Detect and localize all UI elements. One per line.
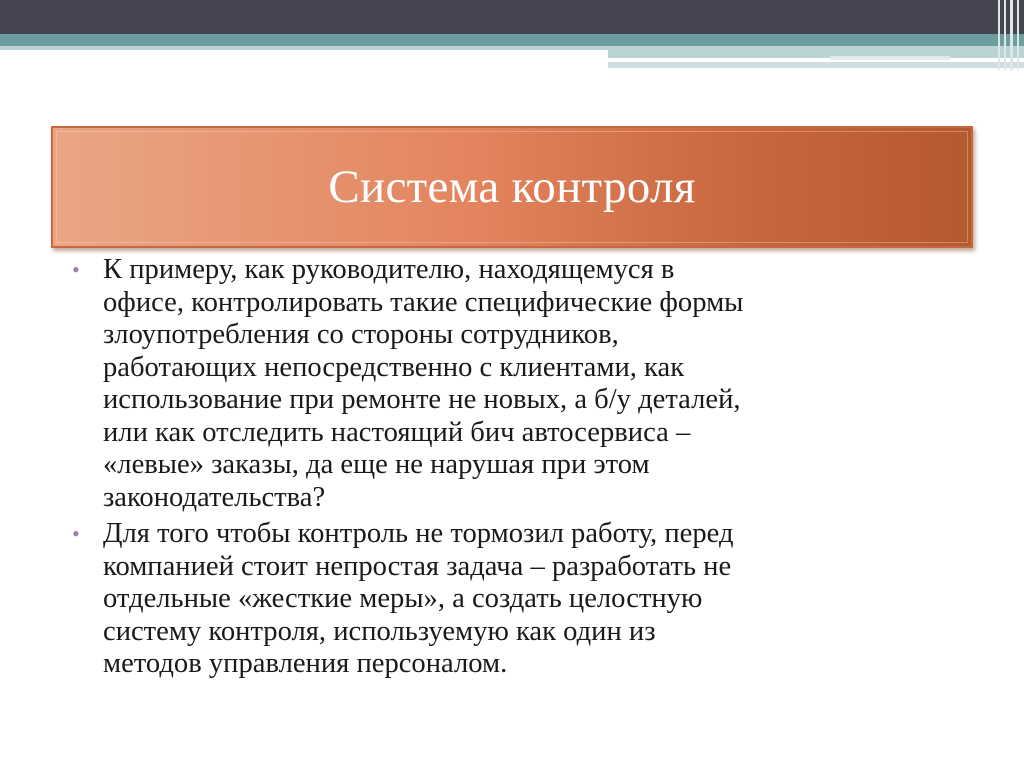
bullet-item bbox=[72, 518, 992, 681]
bullet-line: компанией стоит непростая задача – разработать не bbox=[103, 550, 732, 582]
slide-title: Система контроля bbox=[328, 161, 696, 213]
slide-body bbox=[72, 254, 992, 685]
decorative-step-bar-lower bbox=[608, 62, 1024, 68]
decorative-step-bar-thin bbox=[830, 56, 950, 60]
teal-stripe bbox=[0, 34, 1024, 46]
bullet-line: или как отследить настоящий бич автосервиса – bbox=[103, 416, 691, 448]
bullet-line: законодательства? bbox=[103, 481, 326, 513]
bullet-line: работающих непосредственно с клиентами, как bbox=[103, 351, 685, 383]
title-banner bbox=[51, 126, 973, 248]
bullet-dot-icon: • bbox=[72, 257, 80, 282]
bullet-list bbox=[72, 254, 992, 681]
bullet-line: «левые» заказы, да еще не нарушая при этом bbox=[103, 449, 650, 480]
bullet-line: использование при ремонте не новых, а б/у деталей, bbox=[103, 384, 741, 415]
bullet-line: К примеру, как руководителю, находящемуся в bbox=[103, 254, 675, 285]
bullet-line: офисе, контролировать такие специфические формы bbox=[103, 286, 744, 318]
decorative-vertical-lines bbox=[994, 0, 1024, 70]
bullet-line: Для того чтобы контроль не тормозил работу, перед bbox=[103, 518, 734, 549]
bullet-dot-icon: • bbox=[72, 521, 80, 546]
bullet-line: систему контроля, используемую как один из bbox=[103, 615, 656, 647]
top-decorative-band bbox=[0, 0, 1024, 34]
bullet-line: отдельные «жесткие меры», а создать целостную bbox=[103, 583, 703, 614]
bullet-line: злоупотребления со стороны сотрудников, bbox=[103, 319, 619, 350]
bullet-item bbox=[72, 254, 992, 514]
decorative-step-bar bbox=[608, 50, 1024, 58]
bullet-line: методов управления персоналом. bbox=[103, 648, 508, 679]
